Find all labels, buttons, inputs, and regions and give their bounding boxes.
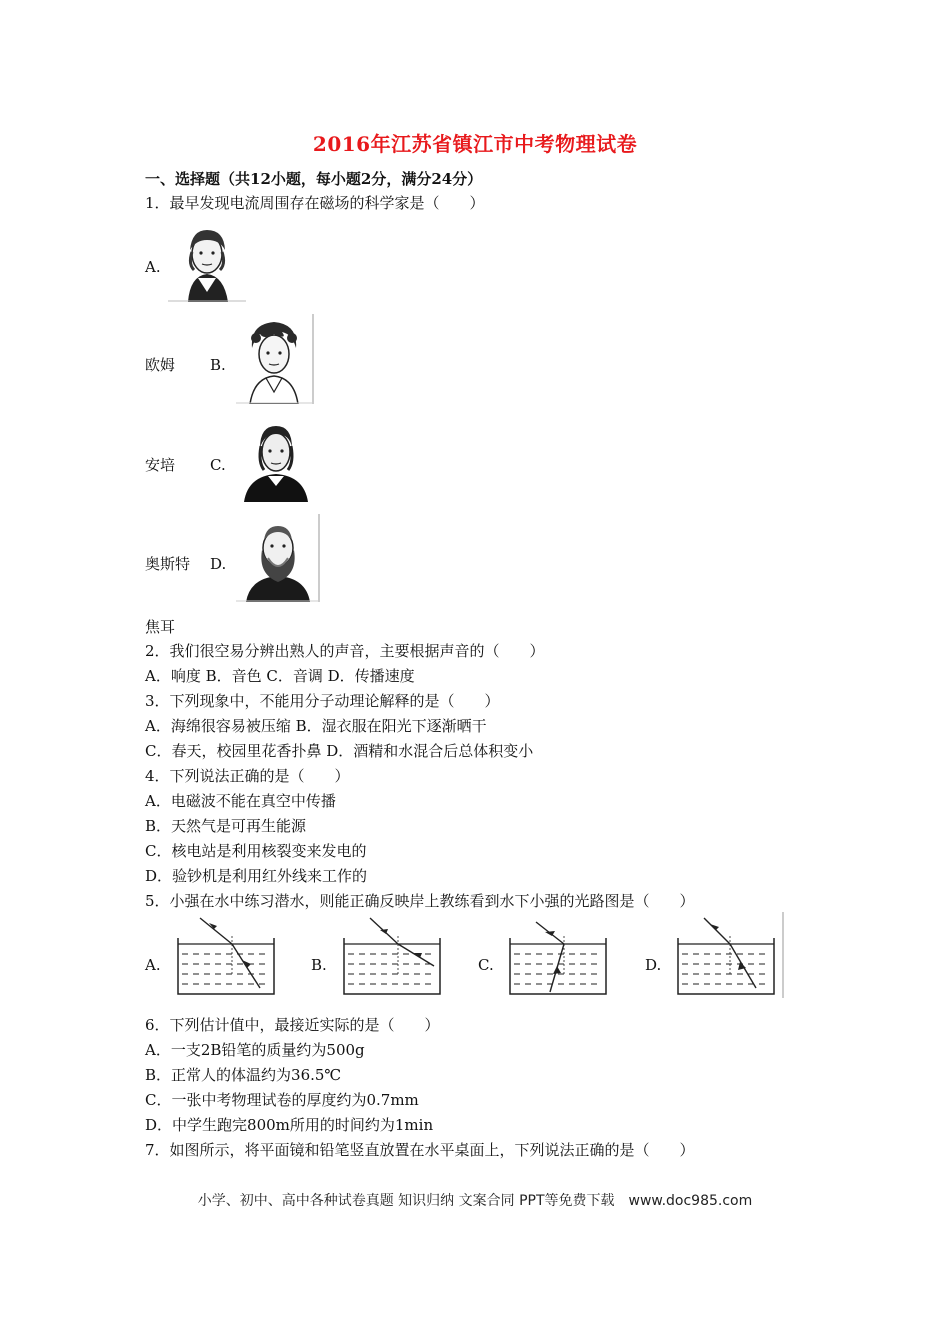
question-6-option-a: A．一支2B铅笔的质量约为500g: [145, 1041, 365, 1059]
page-title: 2016年江苏省镇江市中考物理试卷: [312, 132, 638, 156]
q5-option-b-label: B.: [311, 956, 327, 974]
q1-option-c-label: C.: [210, 456, 226, 474]
q5-diagram-b: [334, 912, 448, 998]
q5-diagram-d: [668, 912, 784, 998]
question-4-stem: 4．下列说法正确的是（ ）: [145, 767, 350, 785]
q5-diagram-a: [168, 912, 282, 998]
portrait-b-image: [236, 314, 314, 404]
q5-diagram-c: [500, 912, 614, 998]
q1-name-c: 奥斯特: [145, 555, 191, 573]
question-7-stem: 7．如图所示，将平面镜和铅笔竖直放置在水平桌面上，下列说法正确的是（ ）: [145, 1141, 695, 1159]
q1-name-d: 焦耳: [145, 618, 176, 636]
question-6-option-c: C．一张中考物理试卷的厚度约为0.7mm: [145, 1091, 419, 1109]
question-5-stem: 5．小强在水中练习潜水，则能正确反映岸上教练看到水下小强的光路图是（ ）: [145, 892, 695, 910]
q1-name-b: 安培: [145, 456, 176, 474]
question-3-options-1: A．海绵很容易被压缩 B．湿衣服在阳光下逐渐晒干: [145, 717, 487, 735]
question-1-stem: 1．最早发现电流周围存在磁场的科学家是（ ）: [145, 194, 485, 212]
q5-option-c-label: C.: [478, 956, 494, 974]
question-2-options: A．响度 B．音色 C．音调 D．传播速度: [145, 667, 415, 685]
question-3-options-2: C．春天，校园里花香扑鼻 D．酒精和水混合后总体积变小: [145, 742, 534, 760]
question-4-option-a: A．电磁波不能在真空中传播: [145, 792, 336, 810]
question-6-option-b: B．正常人的体温约为36.5℃: [145, 1066, 342, 1084]
question-6-option-d: D．中学生跑完800m所用的时间约为1min: [145, 1116, 434, 1134]
question-4-option-d: D．验钞机是利用红外线来工作的: [145, 867, 368, 885]
q1-option-a-label: A.: [145, 258, 161, 276]
question-3-stem: 3．下列现象中，不能用分子动理论解释的是（ ）: [145, 692, 500, 710]
footer-text: 小学、初中、高中各种试卷真题 知识归纳 文案合同 PPT等免费下载 www.doc985.com: [197, 1193, 753, 1209]
question-4-option-b: B．天然气是可再生能源: [145, 817, 307, 835]
q1-name-a: 欧姆: [145, 356, 176, 374]
question-4-option-c: C．核电站是利用核裂变来发电的: [145, 842, 367, 860]
portrait-c-image: [236, 416, 316, 502]
q5-option-d-label: D.: [645, 956, 662, 974]
question-6-stem: 6．下列估计值中，最接近实际的是（ ）: [145, 1016, 440, 1034]
section-heading: 一、选择题（共12小题，每小题2分，满分24分）: [145, 170, 483, 188]
question-2-stem: 2．我们很空易分辨出熟人的声音，主要根据声音的（ ）: [145, 642, 545, 660]
q1-option-d-label: D.: [210, 555, 227, 573]
portrait-a-image: [168, 218, 246, 302]
q5-option-a-label: A.: [145, 956, 161, 974]
portrait-d-image: [236, 514, 320, 602]
q1-option-b-label: B.: [210, 356, 226, 374]
